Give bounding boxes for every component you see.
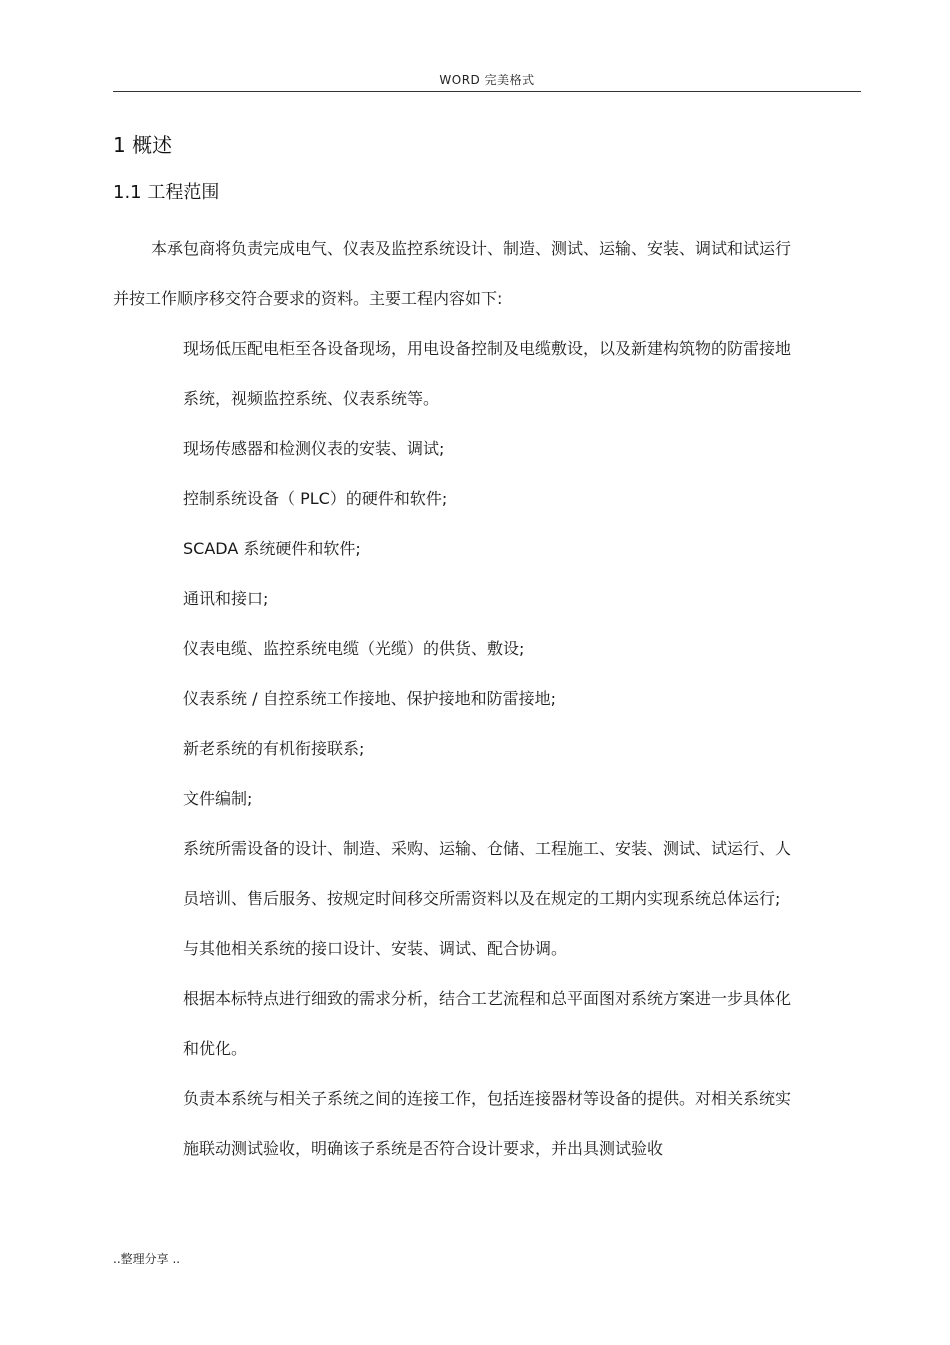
scope-item: 现场低压配电柜至各设备现场，用电设备控制及电缆敷设，以及新建构筑物的防雷接地系统，视频监控系统、仪表系统等。	[183, 339, 792, 408]
scope-item: 仪表系统 / 自控系统工作接地、保护接地和防雷接地;	[183, 689, 556, 708]
scope-item: 通讯和接口;	[183, 589, 269, 608]
scope-item: 与其他相关系统的接口设计、安装、调试、配合协调。	[183, 939, 568, 958]
page-footer: ..整理分享 ..	[113, 1252, 181, 1266]
scope-item: 系统所需设备的设计、制造、采购、运输、仓储、工程施工、安装、测试、试运行、人员培训、售后服务、按规定时间移交所需资料以及在规定的工期内实现系统总体运行;	[183, 839, 792, 908]
scope-item: 负责本系统与相关子系统之间的连接工作，包括连接器材等设备的提供。对相关系统实施联动测试验收，明确该子系统是否符合设计要求，并出具测试验收	[183, 1089, 792, 1158]
scope-item: 控制系统设备（ PLC）的硬件和软件;	[183, 489, 448, 508]
scope-item: 仪表电缆、监控系统电缆（光缆）的供货、敷设;	[183, 639, 525, 658]
scope-item: 根据本标特点进行细致的需求分析，结合工艺流程和总平面图对系统方案进一步具体化和优化。	[183, 989, 792, 1058]
scope-item: 现场传感器和检测仪表的安装、调试;	[183, 439, 445, 458]
scope-item: 文件编制;	[183, 789, 253, 808]
subsection-heading: 1.1 工程范围	[113, 182, 220, 203]
page-header: WORD 完美格式	[439, 73, 535, 87]
scope-item: SCADA 系统硬件和软件;	[183, 539, 361, 558]
intro-paragraph: 本承包商将负责完成电气、仪表及监控系统设计、制造、测试、运输、安装、调试和试运行并按工作顺序移交符合要求的资料。主要工程内容如下:	[113, 239, 792, 308]
header-rule	[113, 91, 861, 92]
section-heading: 1 概述	[113, 133, 173, 157]
scope-list	[183, 324, 795, 1174]
scope-item: 新老系统的有机衔接联系;	[183, 739, 365, 758]
